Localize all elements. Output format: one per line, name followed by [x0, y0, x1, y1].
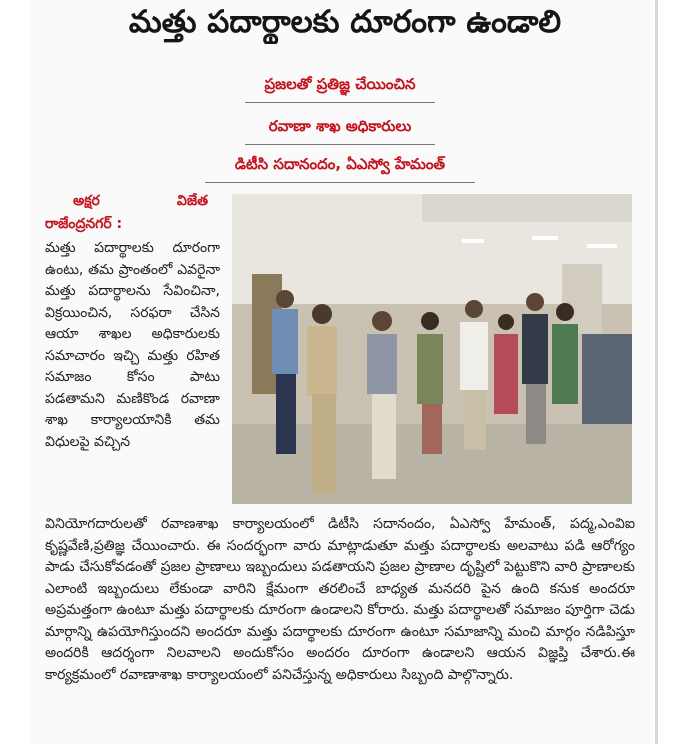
article-photo: [232, 194, 632, 504]
article-column-text: మత్తు పదార్థాలకు దూరంగా ఉంటు, తమ ప్రాంతంలో ఎవరైనా మత్తు పదార్థాలను సేవించినా, విక్రయించిన, సరఫరా చేసిన ఆయా శాఖల అధికారులకు సమాచారం ఇచ్చి మత్తు రహిత సమాజం కోసం పాటు పడతామని మణికొండ రవాణా శాఖ కార్యాలయానికి తమ విధులపై వచ్చిన: [45, 240, 220, 450]
headline: మత్తు పదార్థాలకు దూరంగా ఉండాలి: [128, 4, 562, 40]
subhead-rule-2: [245, 144, 435, 145]
dateline: [45, 214, 220, 234]
subhead-1: ప్రజలతో ప్రతిజ్ఞ చేయించిన: [264, 75, 416, 93]
subhead-3: డిటీసి సదానందం, ఏఎస్వో హేమంత్: [234, 155, 446, 173]
byline: [45, 191, 220, 211]
column-divider: [655, 0, 658, 744]
byline-first-name: అక్షర: [73, 193, 100, 209]
subhead-2: రవాణా శాఖ అధికారులు: [268, 117, 412, 135]
article-body-text: వినియోగదారులతో రవాణశాఖ కార్యాలయంలో డిటీసి సదానందం, ఏఎస్వో హేమంత్, పద్మ,ఎంవిఐ కృష్ణవేణి,ప్రతిజ్ఞ చేయించారు. ఈ సందర్భంగా వారు మాట్లాడుతూ మత్తు పదార్థాలకు అలవాటు పడి ఆరోగ్యం పాడు చేసుకోవడంతో ప్రజల ప్రాణాలు ఇబ్బందులు పడతాయని ప్రజల ప్రాణాల దృష్టిలో పెట్టుకొని వారి ప్రాణాలకు ఎలాంటి ఇబ్బందులు లేకుండా వారిని క్షేమంగా తరలించే బాధ్యత మనదరి పైన ఉంది కనుక అందరూ అప్రమత్తంగా ఉంటూ మత్తు పదార్థాలకు దూరంగా ఉండాలని కోరారు. మత్తు పదార్థాలతో సమాజం పూర్తిగా చెడు మార్గాన్ని ఉపయోగిస్తుందని అందరూ మత్తు పదార్థాలకు దూరంగా ఉంటూ సమాజాన్ని మంచి మార్గం నడిపిస్తూ అందరికి ఆదర్శంగా నిలవాలని అందుకోసం అందరం దూరంగా ఉండాలని ఆయన విజ్ఞప్తి చేశారు.ఈ కార్యక్రమంలో రవాణాశాఖ కార్యాలయంలో పనిచేస్తున్న అధికారులు సిబ్బంది పాల్గొన్నారు.: [45, 516, 635, 683]
dateline-place: రాజేంద్రనగర్ :: [45, 216, 123, 232]
byline-last-name: విజేత: [176, 193, 208, 209]
subhead-rule-1: [245, 102, 435, 103]
subhead-rule-3: [205, 182, 475, 183]
